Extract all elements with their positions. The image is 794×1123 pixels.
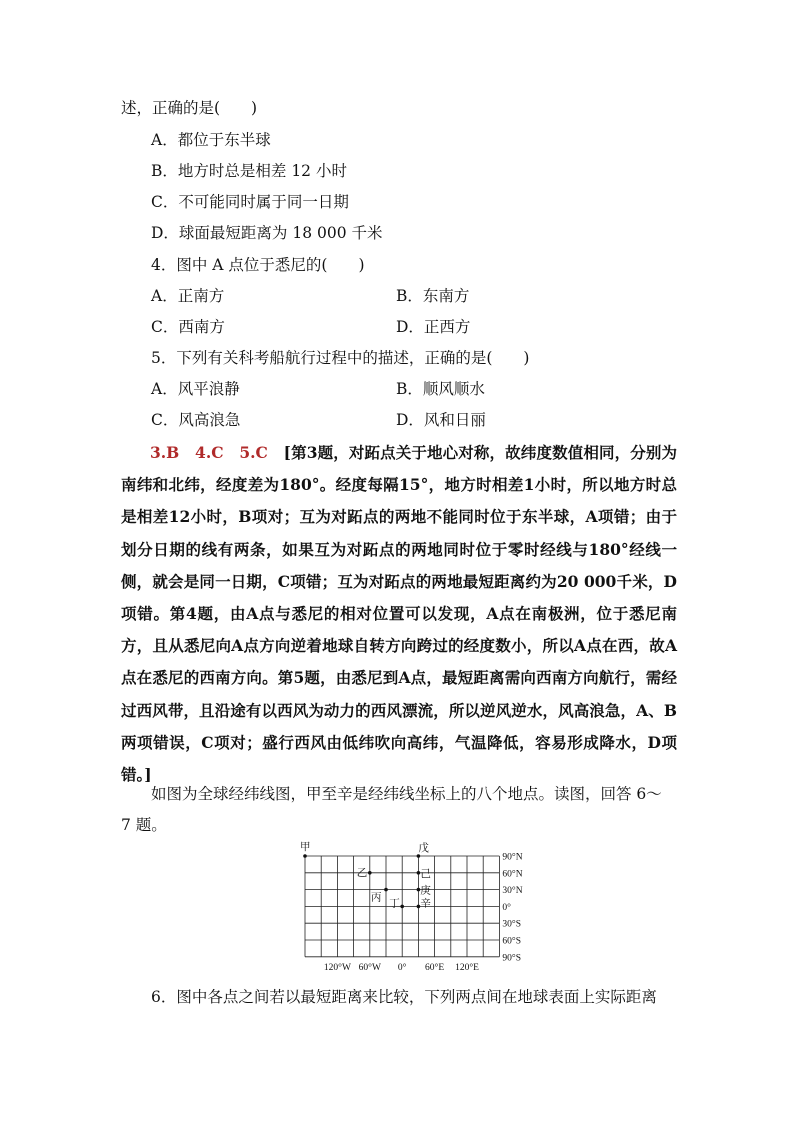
graticule-figure — [296, 838, 536, 976]
location-point — [417, 854, 421, 858]
q5-option-c: C．风高浪急 — [151, 411, 241, 429]
q5-option-b: B．顺风顺水 — [396, 380, 485, 398]
longitude-label: 60°W — [358, 962, 381, 973]
q4-option-a: A．正南方 — [151, 287, 225, 305]
latitude-label: 60°N — [502, 869, 523, 880]
location-point — [368, 871, 372, 875]
q6-stem: 6．图中各点之间若以最短距离来比较，下列两点间在地球表面上实际距离 — [151, 988, 657, 1006]
latitude-labels — [502, 852, 522, 964]
location-label: 己 — [420, 868, 431, 880]
latitude-label: 90°S — [502, 953, 521, 964]
answer-explanation — [121, 437, 677, 791]
location-label: 乙 — [356, 867, 368, 879]
q4-option-b: B．东南方 — [396, 287, 470, 305]
location-points — [300, 841, 431, 909]
q4-option-d: D．正西方 — [396, 318, 471, 336]
q4-option-c: C．西南方 — [151, 318, 225, 336]
q3-option-a: A．都位于东半球 — [151, 131, 271, 149]
location-label: 甲 — [300, 842, 311, 853]
q3-option-c: C．不可能同时属于同一日期 — [151, 193, 349, 211]
latitude-label: 60°S — [502, 936, 521, 947]
location-point — [400, 905, 404, 909]
answer-key: 3.B 4.C 5.C — [150, 443, 268, 462]
location-label: 丙 — [371, 892, 382, 904]
location-point — [303, 854, 307, 858]
longitude-label: 120°E — [455, 962, 479, 973]
latitude-label: 90°N — [502, 852, 523, 863]
longitude-label: 120°W — [323, 962, 351, 973]
longitude-label: 60°E — [425, 962, 445, 973]
location-label: 丁 — [389, 898, 400, 910]
location-point — [384, 888, 388, 892]
longitude-labels — [324, 962, 479, 973]
figure-intro-line2: 7 题。 — [121, 816, 167, 834]
longitude-label: 0° — [397, 962, 407, 973]
answer-text: [第3题，对跖点关于地心对称，故纬度数值相同，分别为南纬和北纬，经度差为180°。经度每隔15°，地方时相差1小时，所以地方时总是相差12小时，B项对；互为对跖点的两地不能同时位于东半球，A项错；由于划分日期的线有两条，如果互为对跖点的两地同时位于零时经线与180°经线一侧，就会是同一日期，C项错；互为对跖点的两地最短距离约为20 000千米，D项错。第4题，由A点与悉尼的相对位置可以发现，A点在南极洲，位于悉尼南方，且从悉尼向A点方向逆着地球自转方向跨过的经度数小，所以A点在西，故A点在悉尼的西南方向。第5题，由悉尼到A点，最短距离需向西南方向航行，需经过西风带，且沿途有以西风为动力的西风漂流，所以逆风逆水，风高浪急，A、B两项错误，C项对；盛行西风由低纬吹向高纬，气温降低，容易形成降水，D项错。] — [121, 443, 677, 785]
location-label: 戊 — [418, 843, 429, 854]
q3-stem-tail: 述，正确的是( ) — [121, 99, 258, 117]
q5-stem: 5．下列有关科考船航行过程中的描述，正确的是( ) — [151, 349, 530, 367]
q4-stem: 4．图中 A 点位于悉尼的( ) — [151, 256, 365, 274]
latitude-label: 0° — [502, 902, 511, 913]
latitude-label: 30°N — [502, 886, 523, 897]
location-label: 庚 — [420, 885, 431, 897]
q3-option-b: B．地方时总是相差 12 小时 — [151, 162, 347, 180]
q3-option-d: D．球面最短距离为 18 000 千米 — [151, 224, 383, 242]
location-label: 辛 — [420, 898, 431, 910]
q5-option-d: D．风和日丽 — [396, 411, 486, 429]
figure-intro-line1: 如图为全球经纬线图，甲至辛是经纬线坐标上的八个地点。读图，回答 6～ — [151, 785, 662, 803]
q5-option-a: A．风平浪静 — [151, 380, 240, 398]
latitude-label: 30°S — [502, 919, 521, 930]
